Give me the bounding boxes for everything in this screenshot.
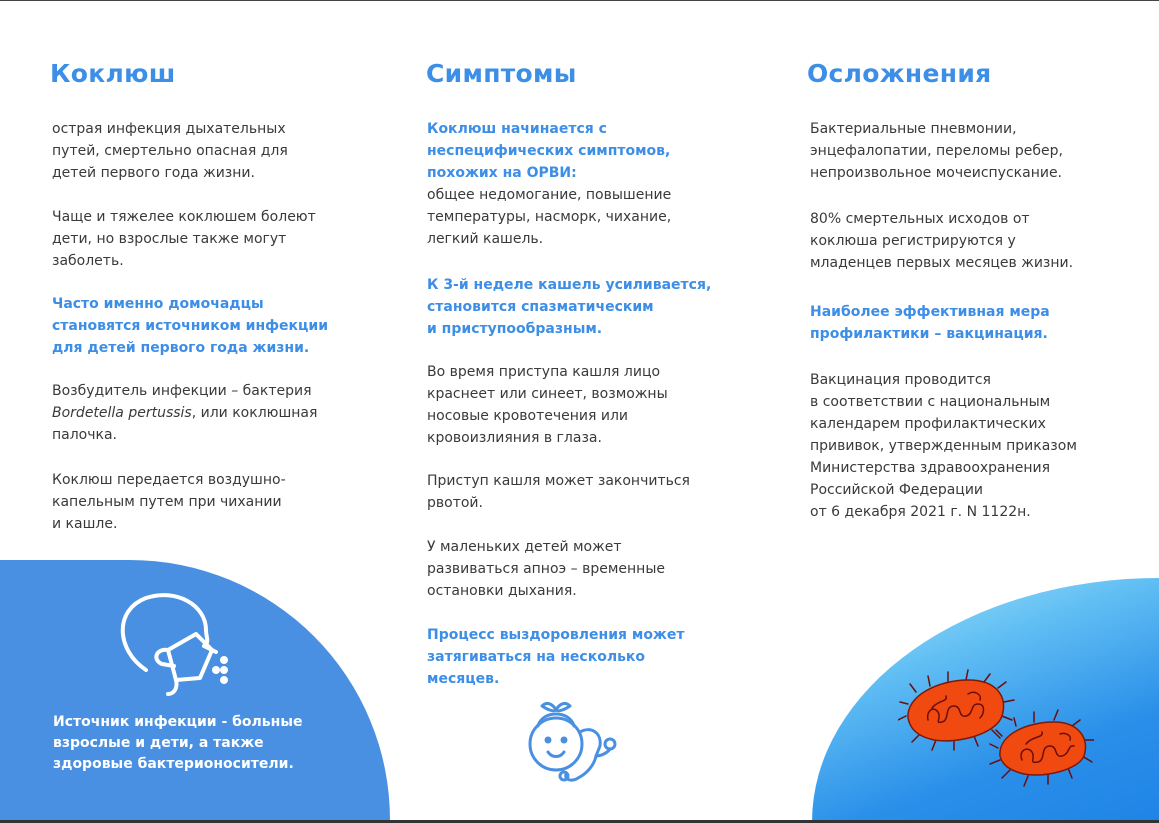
col3-paragraph-2: 80% смертельных исходов от коклюша регистрируются у младенцев первых месяцев жизни. xyxy=(810,211,1074,271)
col3-paragraph-4: Вакцинация проводится в соответствии с национальным календарем профилактических прививок, утвержденным приказом Министерства здравоохранения Российской Федерации от 6 декабря 2021 г. N 1122н. xyxy=(810,372,1077,520)
col1-paragraph-1: острая инфекция дыхательных путей, смертельно опасная для детей первого года жизни. xyxy=(52,121,288,181)
col2-paragraph-5: У маленьких детей может развиваться апноэ – временные остановки дыхания. xyxy=(427,539,665,599)
col1-paragraph-2: Чаще и тяжелее коклюшем болеют дети, но взрослые также могут заболеть. xyxy=(52,209,316,269)
col2-paragraph-3: Во время приступа кашля лицо краснеет или синеет, возможны носовые кровотечения или кровоизлияния в глаза. xyxy=(427,364,668,446)
col3-highlight: Наиболее эффективная мера профилактики – вакцинация. xyxy=(810,304,1050,342)
col2-paragraph-1: Коклюш начинается с неспецифических симптомов, похожих на ОРВИ: общее недомогание, повышение температуры, насморк, чихание, легкий кашель. xyxy=(427,121,672,247)
top-border xyxy=(0,0,1159,1)
callout-text: Источник инфекции - больные взрослые и дети, а также здоровые бактерионосители. xyxy=(53,714,303,772)
col2-highlight-1: К 3-й неделе кашель усиливается, становится спазматическим и приступообразным. xyxy=(427,277,712,337)
col3-paragraph-1: Бактериальные пневмонии, энцефалопатии, переломы ребер, непроизвольное мочеиспускание. xyxy=(810,121,1063,181)
col1-paragraph-4: Возбудитель инфекции – бактерия Bordetella pertussis, или коклюшная палочка. xyxy=(52,383,318,443)
title-oslozhneniya: Осложнения xyxy=(807,59,992,88)
title-simptomy: Симптомы xyxy=(426,59,577,88)
child-with-stethoscope-icon xyxy=(524,696,620,788)
col2-paragraph-4: Приступ кашля может закончиться рвотой. xyxy=(427,473,690,511)
col1-paragraph-5: Коклюш передается воздушно- капельным путем при чихании и кашле. xyxy=(52,472,286,532)
bacteria-name: Bordetella pertussis xyxy=(52,405,192,421)
col2-highlight-2: Процесс выздоровления может затягиваться на несколько месяцев. xyxy=(427,627,685,687)
col1-highlight: Часто именно домочадцы становятся источником инфекции для детей первого года жизни. xyxy=(52,296,329,356)
bacteria-icon xyxy=(898,660,1094,790)
coughing-person-icon xyxy=(106,590,238,700)
title-koklyush: Коклюш xyxy=(50,59,176,88)
